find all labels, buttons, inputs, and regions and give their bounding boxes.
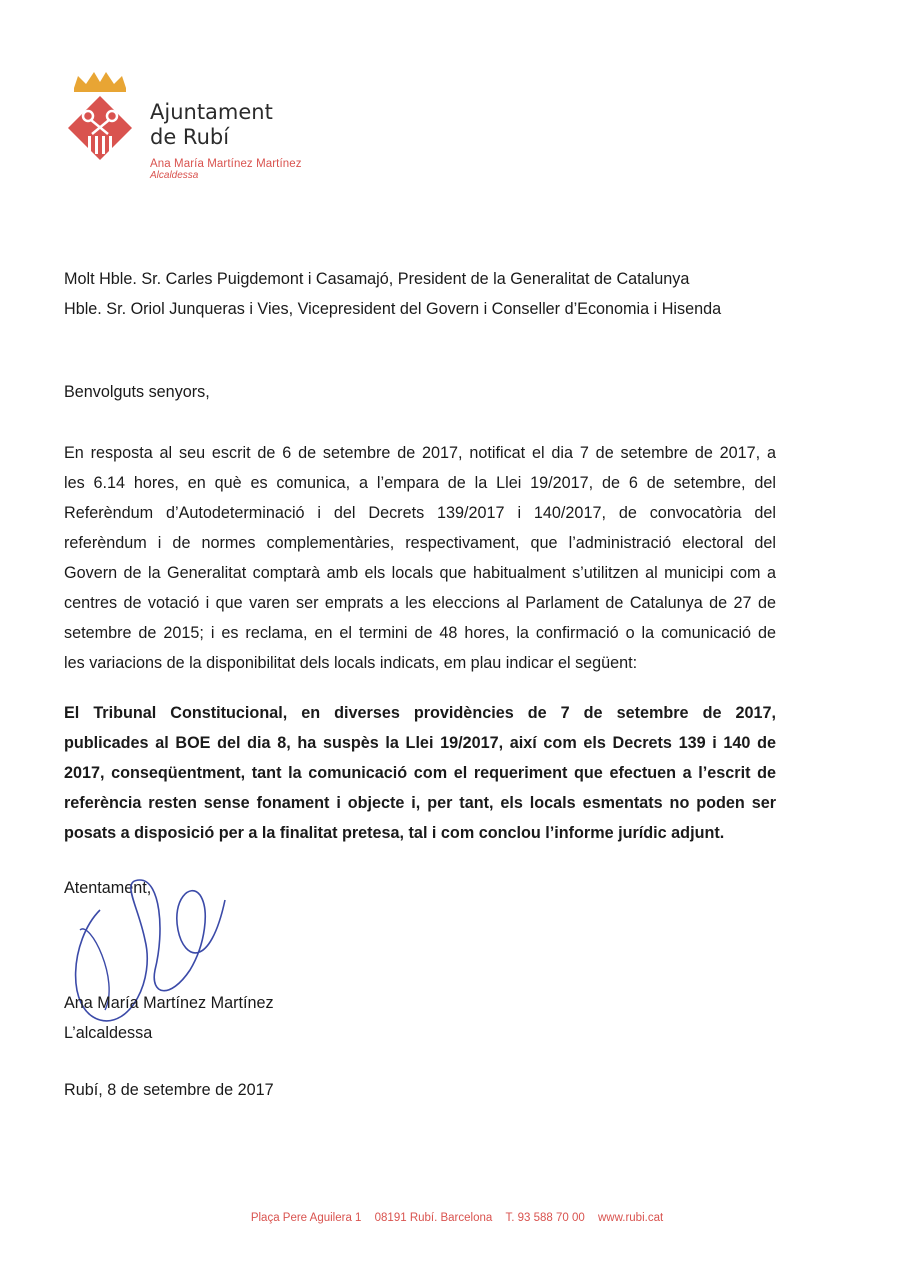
signer-role: L’alcaldessa — [64, 1024, 153, 1042]
body-line: les variacions de la disponibilitat dels locals indicats, em plau indicar el següent: — [64, 654, 638, 672]
body-paragraph — [64, 438, 776, 678]
crown-keys-shield-icon — [64, 68, 136, 164]
bold-line: El Tribunal Constitucional, en diverses providències de 7 de setembre de 2017, — [64, 704, 776, 722]
bold-line: referència resten sense fonament i objecte i, per tant, els locals esmentats no poden ser — [64, 794, 776, 812]
footer-address: Plaça Pere Aguilera 1 — [250, 1212, 362, 1224]
letterhead-mayor-role: Alcaldessa — [150, 170, 199, 181]
signer-name: Ana María Martínez Martínez — [64, 994, 274, 1012]
bold-line: posats a disposició per a la finalitat pretesa, tal i com conclou l’informe jurídic adjunt. — [64, 824, 725, 842]
body-line: Referèndum d’Autodeterminació i del Decrets 139/2017 i 140/2017, de convocatòria del — [64, 504, 776, 522]
footer-web: www.rubi.cat — [597, 1212, 664, 1224]
greeting: Benvolguts senyors, — [64, 383, 210, 401]
body-line: En resposta al seu escrit de 6 de setembre de 2017, notificat el dia 7 de setembre de 2017, a — [64, 444, 776, 462]
body-line: centres de votació i que varen ser emprats a les eleccions al Parlament de Catalunya de 27 de — [64, 594, 776, 612]
footer-phone: T. 93 588 70 00 — [505, 1212, 585, 1224]
org-name-line1: Ajuntament — [150, 100, 273, 124]
place-date: Rubí, 8 de setembre de 2017 — [64, 1081, 274, 1099]
closing: Atentament, — [64, 879, 152, 897]
body-line: Govern de la Generalitat comptarà amb els locals que habitualment s’utilitzen al municipi com a — [64, 564, 776, 582]
body-line: referèndum i de normes complementàries, respectivament, que l’administració electoral del — [64, 534, 776, 552]
bold-line: publicades al BOE del dia 8, ha suspès la Llei 19/2017, així com els Decrets 139 i 140 de — [64, 734, 776, 752]
addressee-line: Molt Hble. Sr. Carles Puigdemont i Casamajó, President de la Generalitat de Catalunya — [64, 270, 690, 288]
letterhead-mayor-name: Ana María Martínez Martínez — [150, 158, 302, 170]
body-line: les 6.14 hores, en què es comunica, a l’empara de la Llei 19/2017, de 6 de setembre, del — [64, 474, 776, 492]
addressees — [64, 264, 776, 324]
bold-paragraph — [64, 698, 776, 848]
letterhead — [150, 100, 302, 181]
bold-line: 2017, conseqüentment, tant la comunicació com el requeriment que efectuen a l’escrit de — [64, 764, 776, 782]
signer-block — [64, 988, 776, 1048]
addressee-line: Hble. Sr. Oriol Junqueras i Vies, Vicepresident del Govern i Conseller d’Economia i Hisenda — [64, 300, 722, 318]
footer — [0, 1212, 914, 1224]
body-line: setembre de 2015; i es reclama, en el termini de 48 hores, la confirmació o la comunicació de — [64, 624, 776, 642]
footer-postal: 08191 Rubí. Barcelona — [374, 1212, 493, 1224]
org-name-line2: de Rubí — [150, 125, 230, 149]
